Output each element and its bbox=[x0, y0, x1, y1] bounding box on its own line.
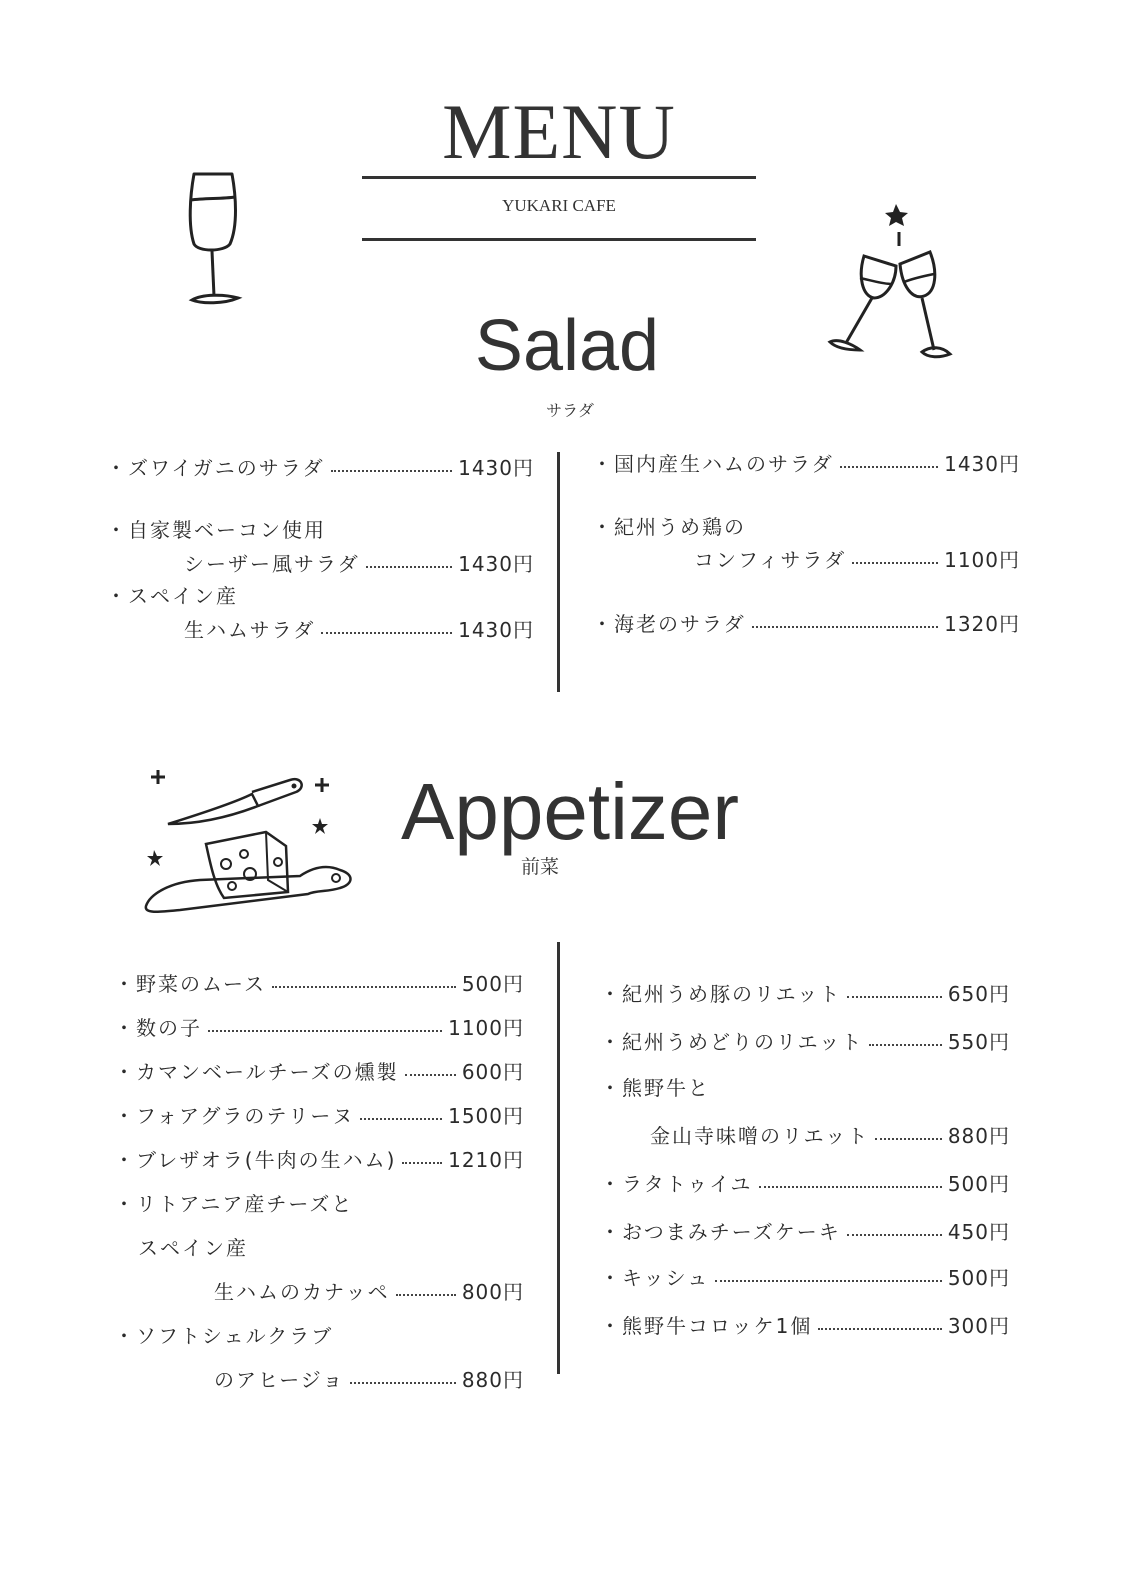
menu-item: 生ハムのカナッペ 800円 bbox=[214, 1280, 524, 1304]
divider bbox=[362, 176, 756, 179]
menu-item: ・ズワイガニのサラダ 1430円 bbox=[106, 456, 534, 480]
menu-item: ・カマンベールチーズの燻製 600円 bbox=[114, 1060, 524, 1084]
menu-item: のアヒージョ 880円 bbox=[214, 1368, 524, 1392]
menu-item: ・フォアグラのテリーヌ 1500円 bbox=[114, 1104, 524, 1128]
menu-item-line: ・紀州うめ鶏の bbox=[592, 515, 746, 539]
menu-item: ・キッシュ 500円 bbox=[600, 1266, 1010, 1290]
menu-title: MENU bbox=[442, 88, 676, 175]
menu-item: ・熊野牛コロッケ1個 300円 bbox=[600, 1314, 1010, 1338]
wine-glass-icon bbox=[180, 166, 250, 311]
divider bbox=[362, 238, 756, 241]
menu-item: ・ブレザオラ(牛肉の生ハム) 1210円 bbox=[114, 1148, 524, 1172]
menu-item: ・野菜のムース 500円 bbox=[114, 972, 524, 996]
menu-item: ・数の子 1100円 bbox=[114, 1016, 524, 1040]
menu-item-line: ・スペイン産 bbox=[106, 584, 238, 608]
salad-section-subtitle: サラダ bbox=[546, 403, 594, 420]
menu-item-line: ・熊野牛と bbox=[600, 1076, 710, 1100]
menu-item: ・おつまみチーズケーキ 450円 bbox=[600, 1220, 1010, 1244]
menu-item: ・国内産生ハムのサラダ 1430円 bbox=[592, 452, 1020, 476]
menu-item: 生ハムサラダ 1430円 bbox=[184, 618, 534, 642]
menu-item: コンフィサラダ 1100円 bbox=[694, 548, 1020, 572]
menu-item: ・海老のサラダ 1320円 bbox=[592, 612, 1020, 636]
column-divider bbox=[557, 452, 560, 692]
menu-item: ・ラタトゥイユ 500円 bbox=[600, 1172, 1010, 1196]
menu-item: シーザー風サラダ 1430円 bbox=[184, 552, 534, 576]
menu-item: ・紀州うめ豚のリエット 650円 bbox=[600, 982, 1010, 1006]
column-divider bbox=[557, 942, 560, 1374]
menu-item-line: ・自家製ベーコン使用 bbox=[106, 518, 326, 542]
cheese-board-icon bbox=[140, 766, 360, 916]
menu-item: ・紀州うめどりのリエット 550円 bbox=[600, 1030, 1010, 1054]
menu-item-line: ・リトアニア産チーズと bbox=[114, 1192, 354, 1216]
menu-item-line: スペイン産 bbox=[138, 1236, 248, 1260]
salad-section-title: Salad bbox=[474, 306, 660, 386]
cafe-name: YUKARI CAFE bbox=[502, 196, 616, 215]
menu-item: 金山寺味噌のリエット 880円 bbox=[650, 1124, 1010, 1148]
menu-item-line: ・ソフトシェルクラブ bbox=[114, 1324, 334, 1348]
